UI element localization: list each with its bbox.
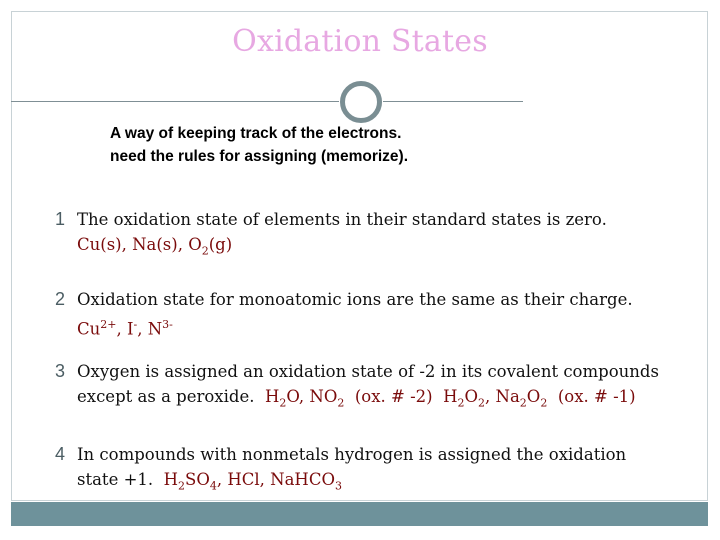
- example-part: SO: [185, 470, 210, 489]
- intro-line-2: need the rules for assigning (memorize).: [110, 148, 409, 165]
- intro-line-1: A way of keeping track of the electrons.: [110, 125, 402, 142]
- example-sub: 4: [209, 479, 217, 493]
- rule-3: [55, 359, 659, 415]
- rule-examples: [77, 384, 659, 415]
- rule-2: [55, 287, 633, 342]
- intro-text: [110, 122, 408, 168]
- title-divider-left: [11, 101, 339, 102]
- example-sub: 2: [337, 396, 345, 410]
- example-sub: 2: [540, 396, 548, 410]
- rule-examples: [77, 467, 626, 498]
- example-part: , HCl, NaHCO: [216, 470, 335, 489]
- example-part: , Na: [485, 387, 520, 406]
- example-part: O: [464, 387, 479, 406]
- rule-number: 3: [55, 361, 66, 381]
- rule-examples: [77, 312, 633, 342]
- rule-text: In compounds with nonmetals hydrogen is assigned the oxidation: [77, 445, 627, 464]
- example-sub: 2: [457, 396, 465, 410]
- example-part: Cu: [77, 319, 101, 339]
- example-sub: 2: [519, 396, 527, 410]
- example-sup: -: [133, 318, 138, 331]
- example-part: , N: [137, 319, 163, 339]
- slide-title: Oxidation States: [232, 24, 488, 59]
- rule-text-continued: except as a peroxide.: [77, 387, 255, 406]
- example-sub: 2: [279, 396, 287, 410]
- rule-4: [55, 442, 626, 498]
- circle-ornament-icon: [340, 81, 382, 123]
- example-sub: 3: [334, 479, 342, 493]
- example-part: O, NO: [286, 387, 338, 406]
- rule-text: Oxidation state for monoatomic ions are the same as their charge.: [77, 290, 633, 309]
- example-sup: 3-: [162, 318, 173, 331]
- example-part: (g): [208, 235, 233, 254]
- example-part: H: [163, 470, 179, 489]
- example-sub: 2: [178, 479, 186, 493]
- rule-1: [55, 207, 607, 263]
- example-part: (ox. # -2): [354, 387, 433, 406]
- footer-bar: [11, 502, 708, 526]
- rule-text-continued: state +1.: [77, 470, 154, 489]
- example-part: (ox. # -1): [557, 387, 636, 406]
- rule-number: 1: [55, 209, 66, 229]
- rule-text: Oxygen is assigned an oxidation state of -2 in its covalent compounds: [77, 362, 659, 381]
- example-part: , I: [116, 319, 134, 339]
- example-part: O: [526, 387, 541, 406]
- example-sup: 2+: [100, 318, 117, 331]
- rule-examples: [77, 232, 607, 263]
- rule-number: 4: [55, 444, 66, 464]
- rule-number: 2: [55, 289, 66, 309]
- example-part: H: [443, 387, 458, 406]
- example-sub: 2: [478, 396, 486, 410]
- example-part: Cu(s), Na(s), O: [77, 235, 202, 254]
- title-divider-right: [383, 101, 523, 102]
- rule-text: The oxidation state of elements in their standard states is zero.: [77, 210, 607, 229]
- example-part: H: [264, 387, 280, 406]
- example-sub: 2: [201, 244, 209, 258]
